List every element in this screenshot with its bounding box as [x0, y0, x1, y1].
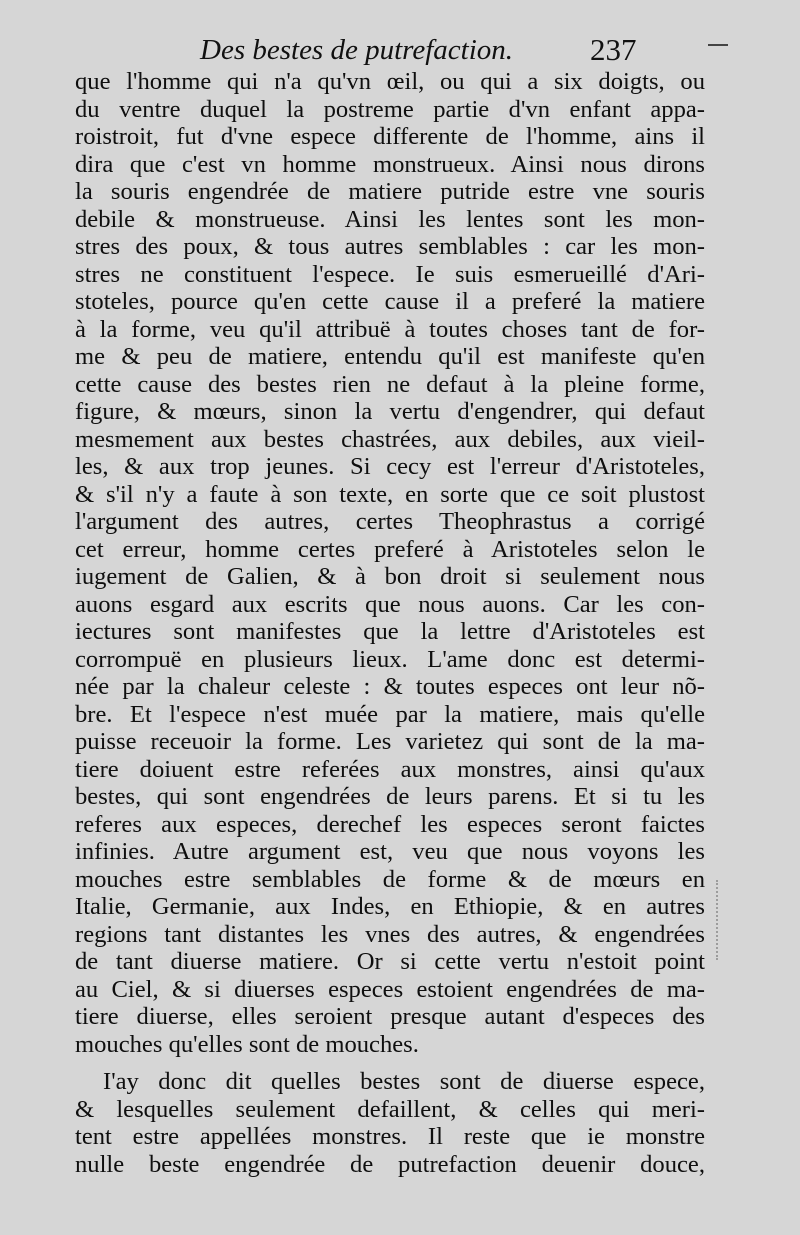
- text-line: roistroit, fut d'vne espece differente de l'homme, ains il: [75, 123, 705, 150]
- text-line: me & peu de matiere, entendu qu'il est manifeste qu'en: [75, 343, 705, 370]
- text-line: mouches estre semblables de forme & de mœurs en: [75, 865, 705, 893]
- text-line: cette cause des bestes rien ne defaut à la pleine forme,: [75, 370, 705, 398]
- margin-mark: [708, 44, 728, 46]
- text-line: Italie, Germanie, aux Indes, en Ethiopie, & en autres: [75, 893, 705, 920]
- text-line: au Ciel, & si diuerses especes estoient engendrées de ma-: [75, 975, 705, 1003]
- running-header: [200, 28, 700, 72]
- text-line: puisse receuoir la forme. Les varietez qui sont de la ma-: [75, 728, 705, 755]
- text-line: I'ay donc dit quelles bestes sont de diuerse espece,: [103, 1068, 705, 1095]
- text-line: & s'il n'y a faute à son texte, en sorte que ce soit plustost: [75, 480, 705, 508]
- text-line: l'argument des autres, certes Theophrastus a corrigé: [75, 508, 705, 535]
- text-line: stres ne constituent l'espece. Ie suis esmerueillé d'Ari-: [75, 260, 705, 288]
- text-line: bestes, qui sont engendrées de leurs parens. Et si tu les: [75, 783, 705, 810]
- text-line: tent estre appellées monstres. Il reste que ie monstre: [75, 1123, 705, 1150]
- text-line: à la forme, veu qu'il attribuë à toutes choses tant de for-: [75, 315, 705, 343]
- text-line: iugement de Galien, & à bon droit si seulement nous: [75, 563, 705, 590]
- text-line: regions tant distantes les vnes des autres, & engendrées: [75, 920, 705, 948]
- text-line: de tant diuerse matiere. Or si cette vertu n'estoit point: [75, 948, 705, 975]
- text-line: du ventre duquel la postreme partie d'vn enfant appa-: [75, 95, 705, 123]
- page-number: 237: [590, 32, 637, 67]
- text-line: bre. Et l'espece n'est muée par la matiere, mais qu'elle: [75, 700, 705, 728]
- text-line: que l'homme qui n'a qu'vn œil, ou qui a six doigts, ou: [75, 68, 705, 95]
- running-title: Des bestes de putrefaction.: [200, 34, 514, 66]
- text-line: dira que c'est vn homme monstrueux. Ainsi nous dirons: [75, 150, 705, 178]
- text-line: les, & aux trop jeunes. Si cecy est l'erreur d'Aristoteles,: [75, 453, 705, 480]
- text-line: cet erreur, homme certes preferé à Aristoteles selon le: [75, 535, 705, 563]
- text-line: figure, & mœurs, sinon la vertu d'engendrer, qui defaut: [75, 398, 705, 425]
- text-line: mesmement aux bestes chastrées, aux debiles, aux vieil-: [75, 425, 705, 453]
- text-line: nulle beste engendrée de putrefaction deuenir douce,: [75, 1150, 705, 1178]
- text-line: la souris engendrée de matiere putride estre vne souris: [75, 178, 705, 205]
- text-line: referes aux especes, derechef les especes seront faictes: [75, 810, 705, 838]
- text-line: auons esgard aux escrits que nous auons. Car les con-: [75, 590, 705, 618]
- text-line: stres des poux, & tous autres semblables : car les mon-: [75, 233, 705, 260]
- text-line: corrompuë en plusieurs lieux. L'ame donc est determi-: [75, 645, 705, 673]
- text-line: infinies. Autre argument est, veu que nous voyons les: [75, 838, 705, 865]
- text-line: née par la chaleur celeste : & toutes especes ont leur nõ-: [75, 673, 705, 700]
- text-line: mouches qu'elles sont de mouches.: [75, 1030, 419, 1058]
- paragraph-gap: [75, 1058, 705, 1068]
- body-text: [75, 68, 705, 1178]
- text-line: iectures sont manifestes que la lettre d'Aristoteles est: [75, 618, 705, 645]
- text-line: tiere doiuent estre referées aux monstres, ainsi qu'aux: [75, 755, 705, 783]
- text-line: debile & monstrueuse. Ainsi les lentes sont les mon-: [75, 205, 705, 233]
- text-line: tiere diuerse, elles seroient presque autant d'especes des: [75, 1003, 705, 1030]
- margin-bleed-mark: [716, 880, 726, 960]
- text-line: stoteles, pource qu'en cette cause il a preferé la matiere: [75, 288, 705, 315]
- text-line: & lesquelles seulement defaillent, & celles qui meri-: [75, 1095, 705, 1123]
